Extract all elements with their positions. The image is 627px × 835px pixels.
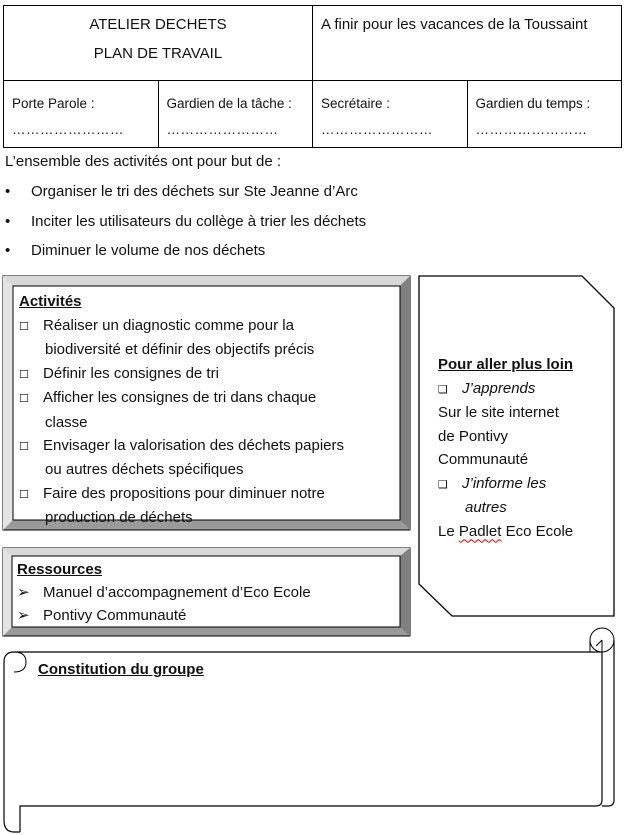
role-value[interactable]: …………………… bbox=[12, 122, 124, 137]
role-value[interactable]: …………………… bbox=[475, 122, 588, 137]
group-title: Constitution du groupe bbox=[38, 661, 204, 678]
goal-item: • Diminuer le volume de nos déchets bbox=[5, 242, 266, 259]
deadline: A finir pour les vacances de la Toussaint bbox=[313, 6, 622, 81]
resources-title: Ressources bbox=[17, 561, 103, 578]
activity-item[interactable]: ☐ Faire des propositions pour diminuer notre production de déchets bbox=[19, 484, 325, 527]
arrow-bullet-icon: ➢ bbox=[17, 607, 30, 624]
role-label: Gardien de la tâche : bbox=[166, 96, 292, 111]
role-value[interactable]: …………………… bbox=[321, 122, 433, 137]
role-label: Porte Parole : bbox=[12, 96, 95, 111]
resource-item: ➢ Manuel d’accompagnement d’Eco Ecole bbox=[17, 581, 311, 605]
role-label: Gardien du temps : bbox=[475, 96, 591, 111]
role-value[interactable]: …………………… bbox=[166, 122, 279, 137]
further-section: Pour aller plus loin ❑ J’apprends Sur le site internet de Pontivy Communauté ❑ J’informe les autres Le Padlet Eco Ecole bbox=[438, 353, 573, 543]
checkbox-icon[interactable]: ☐ bbox=[19, 487, 29, 501]
goal-item: • Inciter les utilisateurs du collège à trier les déchets bbox=[5, 213, 367, 230]
activity-item[interactable]: ☐ Afficher les consignes de tri dans chaque classe bbox=[19, 389, 317, 431]
goal-item: • Organiser le tri des déchets sur Ste Jeanne d’Arc bbox=[5, 183, 358, 200]
arrow-bullet-icon: ➢ bbox=[17, 584, 30, 601]
role-label: Secrétaire : bbox=[321, 96, 391, 111]
activities-title: Activités bbox=[19, 293, 82, 310]
resource-item: ➢ Pontivy Communauté bbox=[17, 604, 186, 628]
activities-list bbox=[19, 314, 344, 530]
activity-item[interactable]: ☐ Définir les consignes de tri bbox=[19, 362, 344, 386]
title: ATELIER DECHETS bbox=[89, 16, 227, 33]
checkbox-icon[interactable]: ☐ bbox=[19, 367, 29, 381]
checkbox-icon[interactable]: ☐ bbox=[19, 392, 29, 406]
checkbox-icon[interactable]: ☐ bbox=[19, 320, 29, 333]
checkbox-icon[interactable]: ❑ bbox=[438, 382, 448, 396]
subtitle: PLAN DE TRAVAIL bbox=[93, 45, 223, 62]
intro-text: L’ensemble des activités ont pour but de : bbox=[5, 153, 282, 170]
checkbox-icon[interactable]: ☐ bbox=[19, 440, 29, 454]
activity-item[interactable]: ☐ Réaliser un diagnostic comme pour la biodiversité et définir des objectifs précis bbox=[19, 317, 315, 359]
checkbox-icon[interactable]: ❑ bbox=[438, 477, 448, 491]
activity-item[interactable]: ☐ Envisager la valorisation des déchets papiers ou autres déchets spécifiques bbox=[19, 437, 345, 479]
further-title: Pour aller plus loin bbox=[438, 356, 574, 373]
